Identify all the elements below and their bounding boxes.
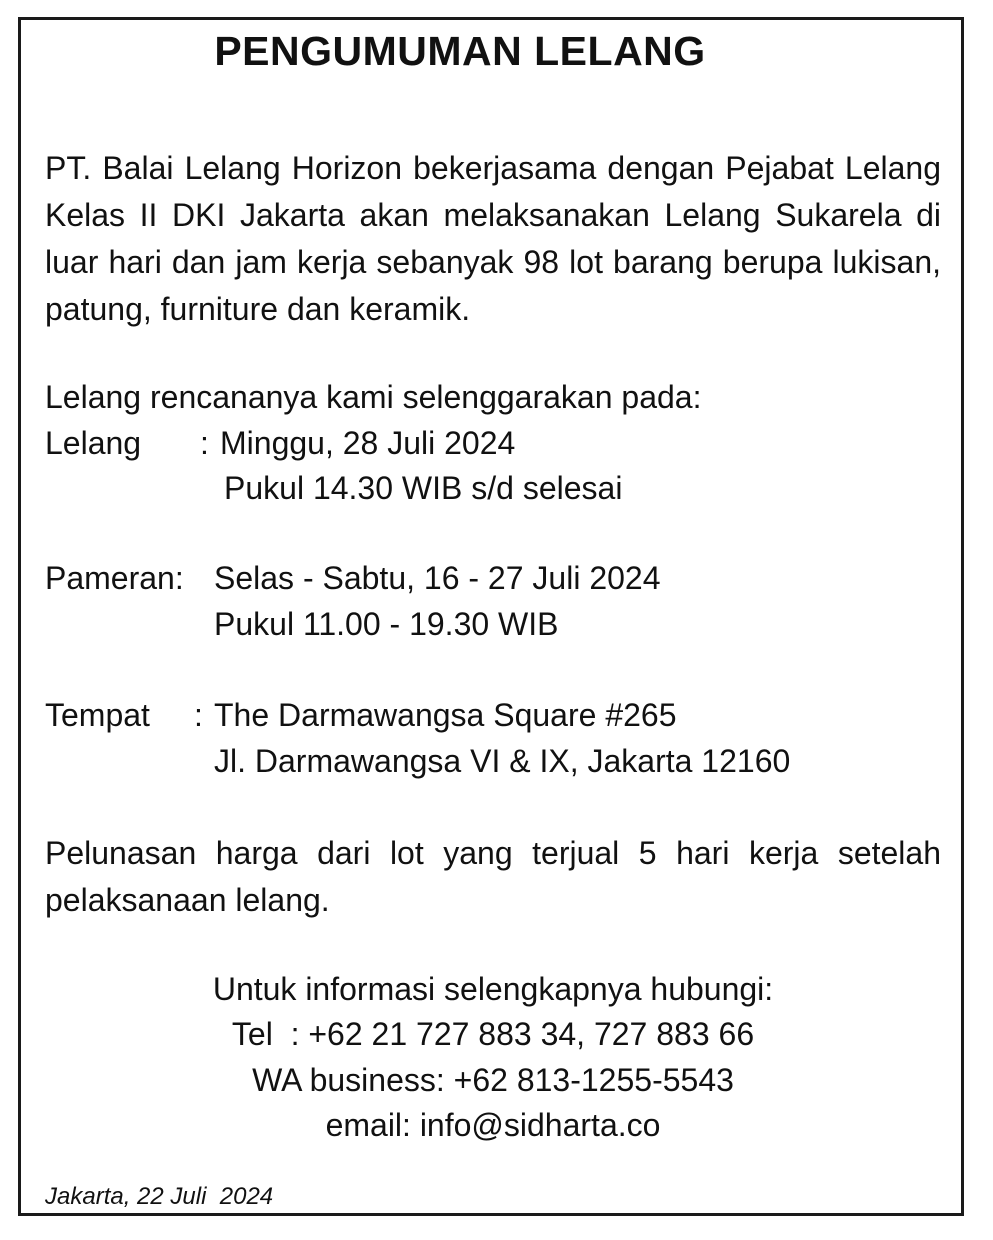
lelang-time: Pukul 14.30 WIB s/d selesai bbox=[224, 470, 623, 506]
lelang-date: Minggu, 28 Juli 2024 bbox=[220, 425, 516, 461]
contact-wa: WA business: +62 813-1255-5543 bbox=[252, 1062, 734, 1098]
pameran-date: Selas - Sabtu, 16 - 27 Juli 2024 bbox=[214, 560, 661, 596]
lelang-label: Lelang bbox=[45, 425, 142, 461]
intro-paragraph: PT. Balai Lelang Horizon bekerjasama dengan Pejabat Lelang Kelas II DKI Jakarta akan melaksanakan Lelang Sukarela di luar hari dan jam kerja sebanyak 98 lot barang berupa lukisan, patung, furniture dan keramik. bbox=[45, 150, 941, 327]
contact-email: email: info@sidharta.co bbox=[325, 1107, 661, 1143]
contact-heading: Untuk informasi selengkapnya hubungi: bbox=[212, 971, 774, 1007]
tempat-address: Jl. Darmawangsa VI & IX, Jakarta 12160 bbox=[214, 743, 791, 779]
date-line: Jakarta, 22 Juli 2024 bbox=[45, 1183, 274, 1210]
tempat-venue: The Darmawangsa Square #265 bbox=[214, 697, 677, 733]
lelang-colon: : bbox=[200, 425, 209, 461]
pameran-time: Pukul 11.00 - 19.30 WIB bbox=[214, 606, 559, 642]
pameran-label: Pameran: bbox=[45, 560, 184, 596]
tempat-label: Tempat bbox=[45, 697, 150, 733]
announcement-title: PENGUMUMAN LELANG bbox=[214, 28, 706, 74]
schedule-intro: Lelang rencananya kami selenggarakan pada: bbox=[45, 379, 702, 415]
contact-tel: Tel : +62 21 727 883 34, 727 883 66 bbox=[231, 1016, 755, 1052]
tempat-colon: : bbox=[194, 697, 203, 733]
payment-paragraph: Pelunasan harga dari lot yang terjual 5 hari kerja setelah pelaksanaan lelang. bbox=[45, 835, 941, 918]
